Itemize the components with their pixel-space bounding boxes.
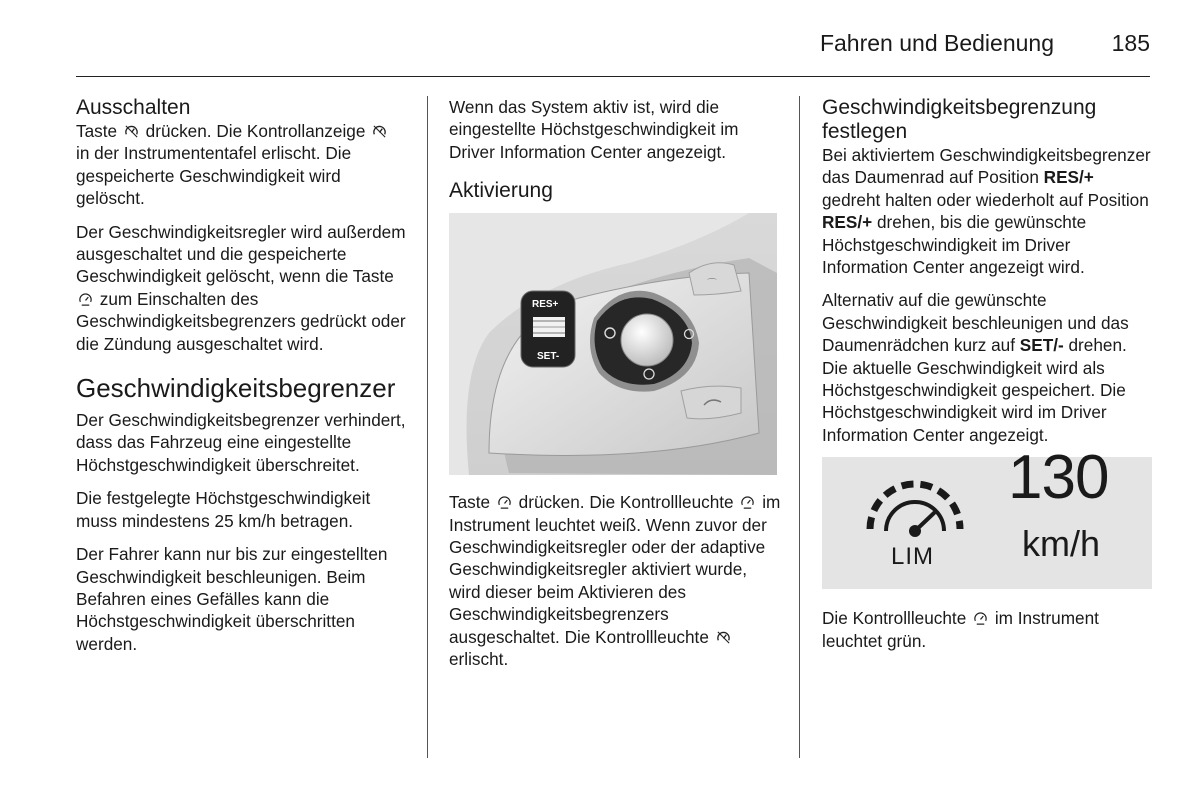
set-minus-label: SET- (537, 351, 560, 363)
column-left (76, 96, 406, 666)
cruise-control-icon (372, 124, 387, 139)
speed-limiter-icon (740, 495, 755, 510)
heading-aktivierung: Aktivierung (449, 179, 553, 203)
text: drücken. Die Kontrollanzeige (145, 121, 366, 141)
text: Taste (449, 492, 491, 513)
paragraph: Der Fahrer kann nur bis zur eingestellten Geschwindigkeit beschleunigen. Beim Befahren eines Gefälles kann die Höchstgeschwindigkeit überschritten werden. (76, 544, 388, 654)
paragraph: Die festgelegte Höchstgeschwindigkeit muss mindestens 25 km/h betragen. (76, 488, 371, 531)
speed-limiter-icon (497, 495, 512, 510)
column-middle (449, 96, 781, 681)
speed-value: 130 (1008, 443, 1109, 513)
res-plus-label: RES+ (532, 299, 559, 311)
text: im Instrument leuchtet grün. (822, 608, 1099, 651)
paragraph (76, 221, 406, 355)
text: im Instrument leuchtet weiß. Wenn zuvor der Geschwindigkeitsregler oder der adaptive Geschwindigkeitsregler aktiviert wurde, wird dieser beim Aktivieren des Geschwindigkeitsbegrenzers ausgeschaltet. Die Kontrollleuchte (449, 492, 781, 647)
text: erlischt. (449, 649, 509, 670)
speed-limiter-display (822, 443, 1152, 589)
paragraph (822, 144, 1152, 278)
heading-geschwindigkeitsbegrenzer: Geschwindigkeitsbegrenzer (76, 373, 396, 404)
section-title: Fahren und Bedienung (819, 30, 1054, 56)
cruise-control-icon (716, 630, 731, 645)
speed-unit: km/h (1022, 523, 1101, 565)
cruise-control-icon (124, 124, 139, 139)
page-number: 185 (1111, 30, 1150, 56)
paragraph (822, 289, 1152, 446)
column-divider (799, 96, 800, 758)
steering-wheel-controls-photo (449, 213, 777, 475)
column-divider (427, 96, 428, 758)
heading-begrenzung-festlegen: Geschwindigkeitsbegrenzung festlegen (822, 96, 1097, 143)
svg-text:⌒: ⌒ (707, 279, 717, 291)
res-plus-term: RES/+ (1043, 167, 1094, 188)
column-right (822, 96, 1152, 663)
text: Bei aktiviertem Geschwindigkeitsbegrenzer das Daumenrad auf Position (822, 145, 1151, 188)
res-plus-term: RES/+ (822, 212, 873, 233)
paragraph: Der Geschwindigkeitsbegrenzer verhindert, dass das Fahrzeug eine eingestellte Höchstgeschwindigkeit überschreitet. (76, 410, 406, 475)
speedometer-gauge-icon (860, 471, 970, 543)
speed-limiter-icon (973, 611, 988, 626)
paragraph (449, 491, 781, 670)
paragraph (822, 607, 1152, 652)
text: drehen, bis die gewünschte Höchstgeschwindigkeit im Driver Information Center angezeigt wird. (822, 212, 1087, 278)
text: Der Geschwindigkeitsregler wird außerdem ausgeschaltet und die gespeicherte Geschwindigkeit gelöscht, wenn die Taste (76, 221, 406, 287)
text: gedreht halten oder wiederholt auf Position (822, 189, 1149, 210)
text: in der Instrumententafel erlischt. Die gespeicherte Geschwindigkeit wird gelöscht. (76, 143, 352, 209)
heading-ausschalten: Ausschalten (76, 96, 191, 119)
text: Alternativ auf die gewünschte Geschwindigkeit beschleunigen und das Daumenrädchen kurz auf (822, 290, 1129, 356)
paragraph: Wenn das System aktiv ist, wird die eingestellte Höchstgeschwindigkeit im Driver Information Center angezeigt. (449, 97, 739, 162)
page-header (76, 24, 1150, 77)
text: drücken. Die Kontrollleuchte (518, 492, 734, 513)
lim-label: LIM (891, 543, 935, 571)
speed-limiter-icon (78, 292, 93, 307)
set-minus-term: SET/- (1019, 335, 1064, 356)
text: Die Kontrollleuchte (822, 608, 967, 629)
text: Taste (76, 121, 118, 141)
paragraph (76, 120, 406, 210)
text: zum Einschalten des Geschwindigkeitsbegrenzers gedrückt oder die Zündung ausgeschaltet wird. (76, 288, 406, 354)
text: drehen. Die aktuelle Geschwindigkeit wird als Höchstgeschwindigkeit gespeichert. Die Höchstgeschwindigkeit wird im Driver Information Center angezeigt. (822, 335, 1127, 445)
